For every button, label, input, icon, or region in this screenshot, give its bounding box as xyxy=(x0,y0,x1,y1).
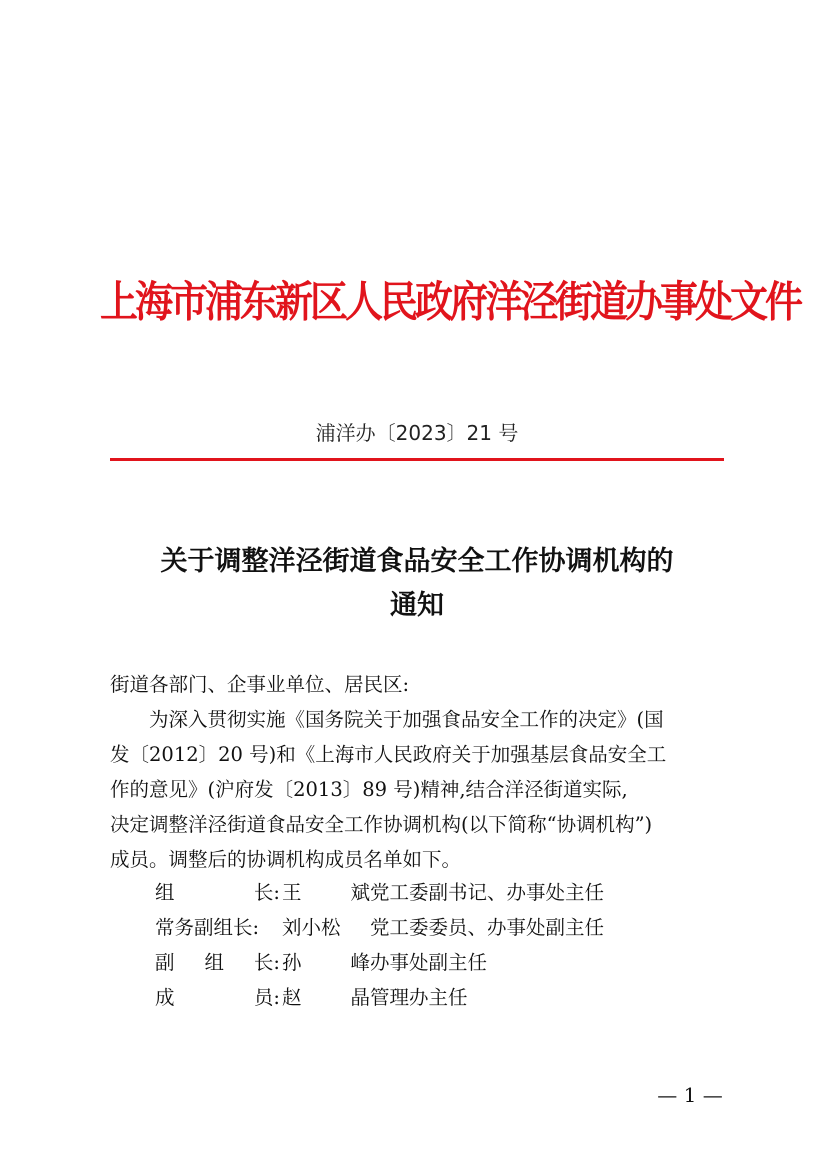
member-title: 办事处副主任 xyxy=(370,951,488,974)
member-row xyxy=(155,910,604,945)
paragraph-line: 成员。调整后的协调机构成员名单如下。 xyxy=(110,848,462,871)
role-char: 常务副组长: xyxy=(155,916,260,939)
title-line-1: 关于调整洋泾街道食品安全工作协调机构的 xyxy=(160,546,674,577)
title-line-2: 通知 xyxy=(390,590,444,621)
body-paragraph xyxy=(110,702,724,877)
member-row xyxy=(155,945,604,980)
member-role xyxy=(155,945,280,980)
page-number: — 1 — xyxy=(657,1083,723,1107)
member-row xyxy=(155,980,604,1015)
member-name xyxy=(282,910,370,945)
document-number: 浦洋办〔2023〕21 号 xyxy=(315,421,519,445)
role-char: 员: xyxy=(253,986,280,1009)
red-divider-rule xyxy=(110,458,724,461)
role-char: 长: xyxy=(253,881,280,904)
member-role xyxy=(155,875,280,910)
member-name xyxy=(282,980,370,1015)
paragraph-line: 决定调整洋泾街道食品安全工作协调机构(以下简称“协调机构”) xyxy=(110,813,653,836)
member-role xyxy=(155,910,280,945)
member-row xyxy=(155,875,604,910)
role-char: 长: xyxy=(253,951,280,974)
member-list xyxy=(155,875,604,1015)
name-char: 斌 xyxy=(350,881,370,904)
document-body xyxy=(110,667,724,877)
name-char: 孙 xyxy=(282,951,302,974)
issuer-header: 上海市浦东新区人民政府洋泾街道办事处文件 xyxy=(100,276,801,327)
member-title: 党工委委员、办事处副主任 xyxy=(370,916,605,939)
member-title: 党工委副书记、办事处主任 xyxy=(370,881,605,904)
name-char: 刘小松 xyxy=(282,916,341,939)
document-title xyxy=(110,540,724,628)
member-role xyxy=(155,980,280,1015)
member-name xyxy=(282,945,370,980)
paragraph-line: 发〔2012〕20 号)和《上海市人民政府关于加强基层食品安全工 xyxy=(110,743,667,766)
member-title: 管理办主任 xyxy=(370,986,468,1009)
role-char: 组 xyxy=(204,951,224,974)
member-name xyxy=(282,875,370,910)
name-char: 王 xyxy=(282,881,302,904)
paragraph-line: 作的意见》(沪府发〔2013〕89 号)精神,结合洋泾街道实际, xyxy=(110,778,628,801)
salutation: 街道各部门、企事业单位、居民区: xyxy=(110,673,410,696)
name-char: 晶 xyxy=(350,986,370,1009)
role-char: 副 xyxy=(155,951,175,974)
name-char: 峰 xyxy=(350,951,370,974)
role-char: 成 xyxy=(155,986,175,1009)
role-char: 组 xyxy=(155,881,175,904)
paragraph-line: 为深入贯彻实施《国务院关于加强食品安全工作的决定》(国 xyxy=(149,708,664,731)
name-char: 赵 xyxy=(282,986,302,1009)
